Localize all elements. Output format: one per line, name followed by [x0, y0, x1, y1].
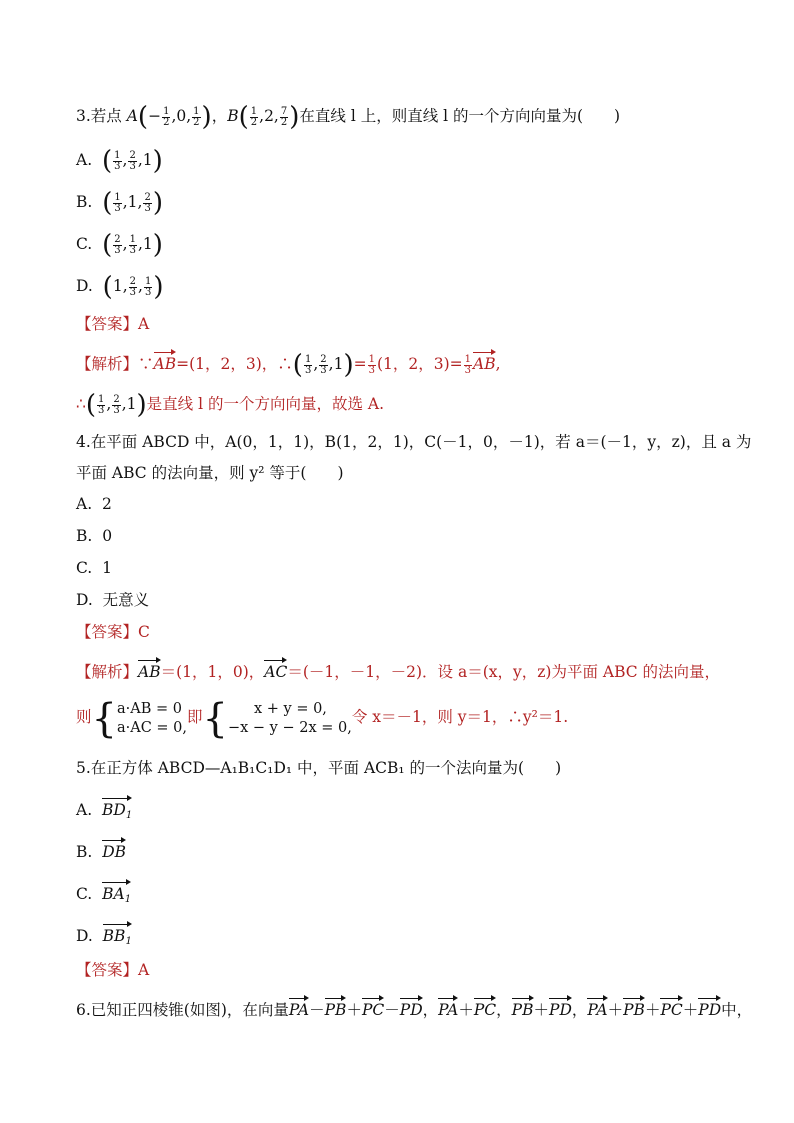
q5-answer: 【答案】A [76, 961, 150, 979]
q4-answer: 【答案】C [76, 623, 150, 641]
q4-analysis-line2: 则{ a·AB = 0 a·AC = 0, 即{ x + y = 0, −x − y − 2x = 0, 令 x＝－1，则 y＝1，∴y²＝1. [76, 695, 569, 742]
q3-option-b: B. ( $\frac{1}{3}$ ,1, $\frac{2}{3}$ ) [76, 188, 163, 218]
q5-option-d: D. $BB_1$ [76, 922, 132, 952]
q6-stem: 6.已知正四棱锥(如图)，在向量PA－PB＋PC－PD，PA＋PC，PB＋PD，PA＋PB＋PC＋PD中， [76, 996, 752, 1020]
q3-answer: 【答案】A [76, 315, 150, 333]
q5-stem: 5.在正方体 ABCD—A₁B₁C₁D₁ 中，平面 ACB₁ 的一个法向量为( ) [76, 759, 562, 777]
q5-option-b: B. DB [76, 838, 126, 862]
q4-option-b: B. 0 [76, 527, 113, 545]
q4-option-c: C. 1 [76, 559, 112, 577]
q3-option-c: C. ( $\frac{2}{3}$ , $\frac{1}{3}$ ,1) [76, 230, 163, 260]
q4-option-a: A. 2 [76, 495, 112, 513]
q3-analysis-line1: 【解析】∵AB=(1，2，3)，∴( $\frac{1}{3}$ , $\frac{2}{3}$ ,1)= $\frac{1}{3}$ (1，2，3)= $\frac{1}{3}$ AB, [76, 350, 501, 380]
q5-option-c: C. $BA_1$ [76, 880, 131, 910]
q4-analysis-line1: 【解析】AB＝(1，1，0)，AC＝(－1，－1，－2)．设 a＝(x，y，z)为平面 ABC 的法向量， [76, 658, 720, 682]
q3-stem: 3.若点 A(− $\frac{1}{2}$ ,0, $\frac{1}{2}$ )，B( $\frac{1}{2}$ ,2, $\frac{7}{2}$ )在直线 l 上，则直线 l 的一个方向向量为( ) [76, 102, 621, 132]
q3-analysis-line2: ∴( $\frac{1}{3}$ , $\frac{2}{3}$ ,1)是直线 l 的一个方向向量，故选 A. [76, 390, 385, 420]
q3-option-a: A. ( $\frac{1}{3}$ , $\frac{2}{3}$ ,1) [76, 146, 163, 176]
q4-option-d: D. 无意义 [76, 591, 150, 609]
q4-stem-line1: 4.在平面 ABCD 中，A(0，1，1)，B(1，2，1)，C(－1，0，－1)，若 a＝(－1，y，z)，且 a 为 [76, 433, 752, 451]
q4-stem-line2: 平面 ABC 的法向量，则 y² 等于( ) [76, 464, 344, 482]
q5-option-a: A. $BD_1$ [76, 796, 132, 826]
q3-option-d: D. (1, $\frac{2}{3}$ , $\frac{1}{3}$ ) [76, 272, 164, 302]
